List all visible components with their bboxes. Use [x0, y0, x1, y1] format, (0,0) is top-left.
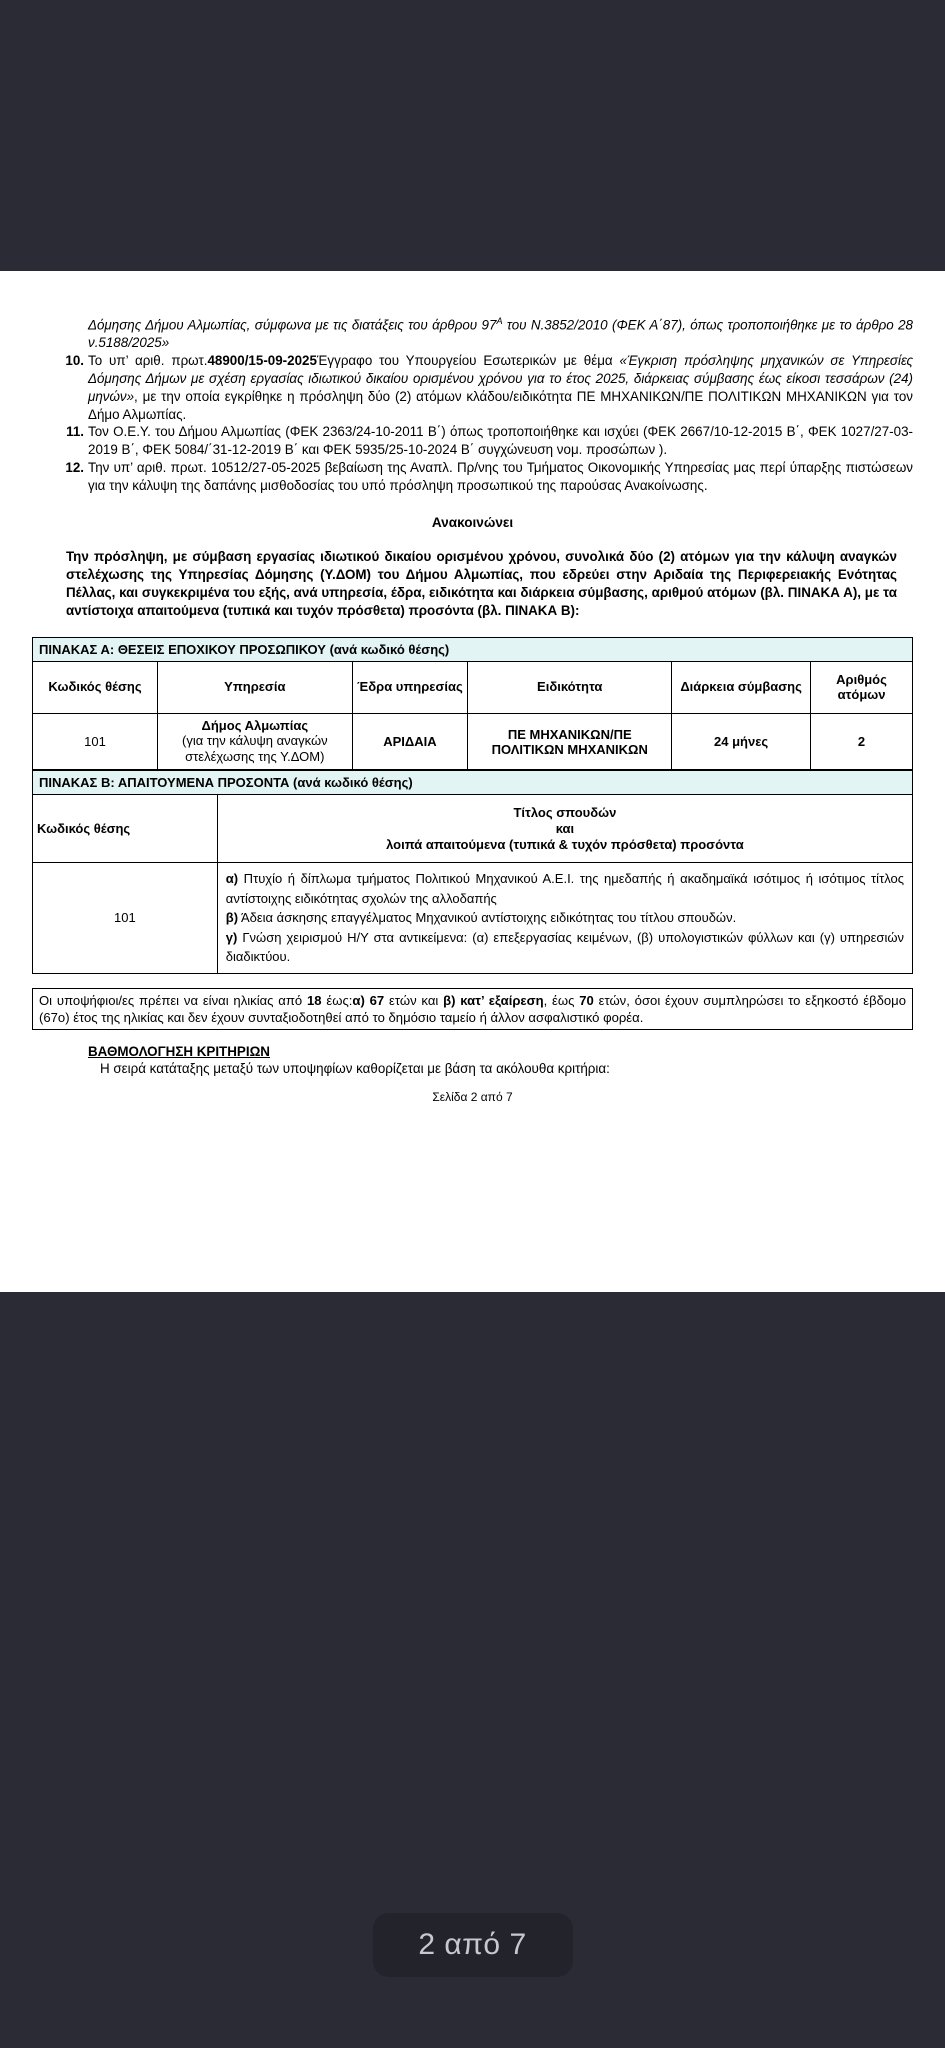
- list-item-10-reference: 48900/15-09-2025: [207, 353, 317, 369]
- table-a-cell-code: 101: [33, 713, 158, 770]
- table-b-header-line2: και: [555, 820, 575, 836]
- table-a-cell-seat: ΑΡΙΔΑΙΑ: [352, 713, 468, 770]
- age-text-5: , έως: [543, 992, 580, 1008]
- table-a-cell-specialty: ΠΕ ΜΗΧΑΝΙΚΩΝ/ΠΕ ΠΟΛΙΤΙΚΩΝ ΜΗΧΑΝΙΚΩΝ: [468, 713, 672, 770]
- table-b-title: ΠΙΝΑΚΑΣ Β: ΑΠΑΙΤΟΥΜΕΝΑ ΠΡΟΣΟΝΤΑ (ανά κωδικό θέσης): [33, 771, 913, 795]
- table-a-wrapper: [32, 637, 913, 771]
- list-item-10-italic: «Έγκριση πρόσληψης μηχανικών σε Υπηρεσίες Δόμησης Δήμων με σχέση εργασίας ιδιωτικού δικαίου ορισμένου χρόνου για το έτος 2025, διάρκειας σύμβασης έως είκοσι τεσσάρων (24) μηνών»: [88, 353, 913, 404]
- age-text-4: ετών και: [384, 992, 444, 1008]
- age-min: 18: [307, 992, 322, 1008]
- lead-paragraph-text: Δόμησης Δήμου Αλμωπίας, σύμφωνα με τις διατάξεις του άρθρου 97: [88, 317, 497, 333]
- list-item-10: [32, 352, 913, 423]
- qualification-b-label: β): [225, 910, 239, 926]
- page-footer: Σελίδα 2 από 7: [432, 1089, 513, 1104]
- table-b-header-qualifications: [217, 795, 912, 863]
- table-a-cell-duration: 24 μήνες: [672, 713, 811, 770]
- lead-paragraph-cont: του Ν.3852/2010 (ΦΕΚ Α΄87), όπως τροποποιήθηκε με το άρθρο 28 ν.5188/2025»: [88, 317, 913, 351]
- table-a-header-code: Κωδικός θέσης: [33, 661, 158, 713]
- age-requirement-box: [32, 988, 913, 1030]
- qualification-c-text: Γνώση χειρισμού Η/Υ στα αντικείμενα: (α) επεξεργασίας κειμένων, (β) υπολογιστικών φύλλων και (γ) υπηρεσιών διαδικτύου.: [225, 929, 904, 965]
- list-item-12-number: 12.: [65, 460, 84, 476]
- age-text-2: έως:: [321, 992, 353, 1008]
- list-item-11-text: Τον Ο.Ε.Υ. του Δήμου Αλμωπίας (ΦΕΚ 2363/24-10-2011 Β΄) όπως τροποποιήθηκε και ισχύει (ΦΕΚ 2667/10-12-2015 Β΄, ΦΕΚ 1027/27-03-2019 Β΄, ΦΕΚ 5084/΄31-12-2019 Β΄ και ΦΕΚ 5935/25-10-2024 Β΄ συγχώνευση νομ. προσώπων ).: [88, 424, 913, 458]
- qualification-a-label: α): [225, 871, 239, 887]
- table-row: [33, 863, 913, 974]
- table-a-header-row: [33, 661, 913, 713]
- list-item-10-tail: , με την οποία εγκρίθηκε η πρόσληψη δύο (2) ατόμων κλάδου/ειδικότητα ΠΕ ΜΗΧΑΝΙΚΩΝ/ΠΕ ΠΟΛΙΤΙΚΩΝ ΜΗΧΑΝΙΚΩΝ για τον Δήμο Αλμωπίας.: [88, 388, 913, 422]
- intro-paragraph: Την πρόσληψη, με σύμβαση εργασίας ιδιωτικού δικαίου ορισμένου χρόνου, συνολικά δύο (2) ατόμων για την κάλυψη αναγκών στελέχωσης της Υπηρεσίας Δόμησης (Υ.ΔΟΜ) του Δήμου Αλμωπίας, που εδρεύει στην Αριδαία της Περιφερειακής Ενότητας Πέλλας, και συγκεκριμένα του εξής, ανά υπηρεσία, έδρα, ειδικότητα και διάρκεια σύμβασης, αριθμού ατόμων (βλ. ΠΙΝΑΚΑ Α), με τα αντίστοιχα απαιτούμενα (τυπικά και τυχόν πρόσθετα) προσόντα (βλ. ΠΙΝΑΚΑ Β):: [66, 548, 897, 619]
- lead-paragraph: [66, 315, 913, 352]
- table-b-header-line1: Τίτλος σπουδών: [513, 805, 617, 821]
- table-a-service-sub: (για την κάλυψη αναγκών στελέχωσης της Υ.ΔΟΜ): [182, 732, 328, 765]
- table-row: [33, 713, 913, 770]
- list-item-12-text: Την υπ’ αριθ. πρωτ. 10512/27-05-2025 βεβαίωση της Αναπλ. Πρ/νης του Τμήματος Οικονομικής Υπηρεσίας μας περί ύπαρξης πιστώσεων για την κάλυψη της δαπάνης μισθοδοσίας του υπό πρόσληψη προσωπικού της παρούσας Ανακοίνωσης.: [88, 460, 913, 493]
- table-b-header-row: [33, 795, 913, 863]
- list-item-10-number: 10.: [65, 353, 84, 369]
- list-item-12: [32, 459, 913, 495]
- criteria-heading: ΒΑΘΜΟΛΟΓΗΣΗ ΚΡΙΤΗΡΙΩΝ: [88, 1043, 270, 1059]
- page-indicator: 2 από 7: [372, 1913, 572, 1977]
- list-item-10-pre: Το υπ’ αριθ. πρωτ.: [88, 353, 208, 369]
- table-a-cell-count: 2: [811, 713, 913, 770]
- criteria-subtext: Η σειρά κατάταξης μεταξύ των υποψηφίων καθορίζεται με βάση τα ακόλουθα κριτήρια:: [100, 1060, 610, 1076]
- lead-paragraph-superscript: Α: [496, 316, 503, 326]
- qualification-b-text: Άδεια άσκησης επαγγέλματος Μηχανικού αντίστοιχης ειδικότητας του τίτλου σπουδών.: [238, 910, 737, 926]
- qualification-c-label: γ): [225, 929, 238, 945]
- table-a-header-service: Υπηρεσία: [158, 661, 353, 713]
- table-b-wrapper: [32, 770, 913, 973]
- table-b-header-line3: λοιπά απαιτούμενα (τυπικά & τυχόν πρόσθετα) προσόντα: [386, 836, 744, 852]
- table-b-title-row: [33, 771, 913, 795]
- table-a-title-row: [33, 637, 913, 661]
- qualification-a-text: Πτυχίο ή δίπλωμα τμήματος Πολιτικού Μηχανικού Α.Ε.Ι. της ημεδαπής ή ακαδημαϊκά ισότιμος ή ισότιμος τίτλος αντίστοιχης ειδικότητας σχολών της αλλοδαπής: [225, 871, 904, 906]
- qualification-a: [226, 869, 904, 908]
- list-item-10-post: Έγγραφο του Υπουργείου Εσωτερικών με θέμα: [316, 353, 620, 369]
- table-a-header-seat: Έδρα υπηρεσίας: [352, 661, 468, 713]
- age-max-standard: 67: [369, 992, 385, 1008]
- table-a-cell-service: [158, 713, 353, 770]
- age-text-1: Οι υποψήφιοι/ες πρέπει να είναι ηλικίας από: [39, 992, 307, 1008]
- numbered-list: [32, 352, 913, 495]
- table-a-header-count: Αριθμός ατόμων: [811, 661, 913, 713]
- list-item-11-number: 11.: [66, 424, 84, 440]
- table-a-title: ΠΙΝΑΚΑΣ Α: ΘΕΣΕΙΣ ΕΠΟΧΙΚΟΥ ΠΡΟΣΩΠΙΚΟΥ (ανά κωδικό θέσης): [33, 637, 913, 661]
- table-a-service-main: Δήμος Αλμωπίας: [201, 717, 309, 733]
- age-text-6: ετών, όσοι έχουν συμπληρώσει το εξηκοστό έβδομο (67ο) έτος της ηλικίας και δεν έχουν συνταξιοδοτηθεί από το δημόσιο ταμείο ή άλλον ασφαλιστικό φορέα.: [39, 992, 906, 1025]
- age-option-b-label: β) κατ’ εξαίρεση: [443, 992, 544, 1008]
- qualification-b: [226, 908, 904, 928]
- table-b-cell-qualifications: [217, 863, 912, 974]
- list-item-11: [32, 423, 913, 459]
- age-max-exception: 70: [579, 992, 594, 1008]
- table-a-header-duration: Διάρκεια σύμβασης: [672, 661, 811, 713]
- table-b-header-code: Κωδικός θέσης: [33, 795, 218, 863]
- announce-heading: Ανακοινώνει: [431, 514, 514, 530]
- table-a: [32, 637, 913, 771]
- table-b: [32, 770, 913, 973]
- table-b-cell-code: 101: [33, 863, 218, 974]
- qualification-c: [226, 928, 904, 967]
- age-option-a-label: α): [352, 992, 365, 1008]
- table-a-header-specialty: Ειδικότητα: [468, 661, 672, 713]
- document-page: [0, 271, 945, 1292]
